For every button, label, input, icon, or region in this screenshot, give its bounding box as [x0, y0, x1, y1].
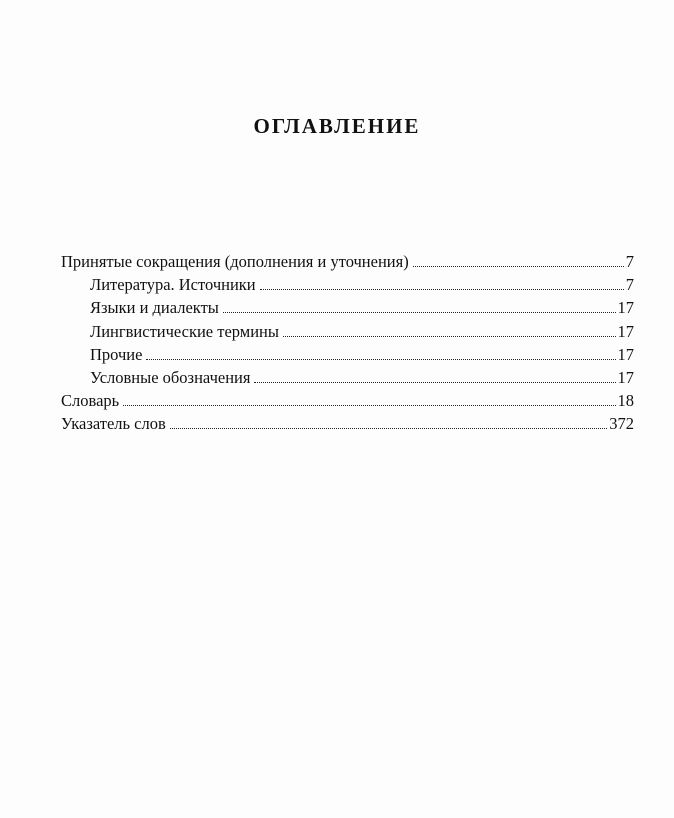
- toc-leader-dots: [260, 289, 624, 290]
- toc-leader-dots: [223, 312, 616, 313]
- toc-entry-label: Условные обозначения: [90, 367, 251, 387]
- toc-entry-terms[interactable]: [61, 320, 634, 343]
- toc-entry-label: Литература. Источники: [90, 275, 256, 295]
- toc-entry-page: 17: [617, 344, 634, 364]
- page-title: ОГЛАВЛЕНИЕ: [253, 114, 421, 138]
- toc-entry-label: Лингвистические термины: [90, 321, 279, 341]
- toc-entry-page: 7: [625, 252, 634, 271]
- toc-entry-dictionary[interactable]: [61, 389, 634, 412]
- toc-entry-page: 7: [625, 275, 634, 295]
- toc-entry-label: Прочие: [90, 344, 143, 364]
- toc-entry-page: 17: [617, 298, 634, 318]
- toc-entry-literature[interactable]: [61, 273, 634, 296]
- toc-leader-dots: [123, 405, 615, 406]
- toc-entry-page: 17: [617, 367, 634, 387]
- toc-entry-page: 17: [617, 321, 634, 341]
- toc-leader-dots: [254, 382, 615, 383]
- toc-entry-other[interactable]: [61, 343, 634, 366]
- toc-entry-page: 372: [609, 414, 634, 434]
- table-of-contents: [61, 250, 634, 436]
- toc-entry-word-index[interactable]: [61, 412, 634, 435]
- toc-entry-label: Языки и диалекты: [90, 298, 219, 318]
- toc-entry-page: 18: [617, 391, 634, 411]
- toc-entry-abbreviations[interactable]: [61, 250, 634, 273]
- toc-entry-symbols[interactable]: [61, 366, 634, 389]
- toc-leader-dots: [170, 428, 607, 429]
- toc-entry-label: Принятые сокращения (дополнения и уточнения): [61, 252, 409, 271]
- toc-entry-label: Словарь: [61, 391, 120, 411]
- toc-entry-label: Указатель слов: [61, 414, 166, 434]
- toc-entry-languages[interactable]: [61, 296, 634, 319]
- toc-leader-dots: [146, 359, 615, 360]
- toc-leader-dots: [413, 266, 624, 267]
- toc-leader-dots: [283, 336, 616, 337]
